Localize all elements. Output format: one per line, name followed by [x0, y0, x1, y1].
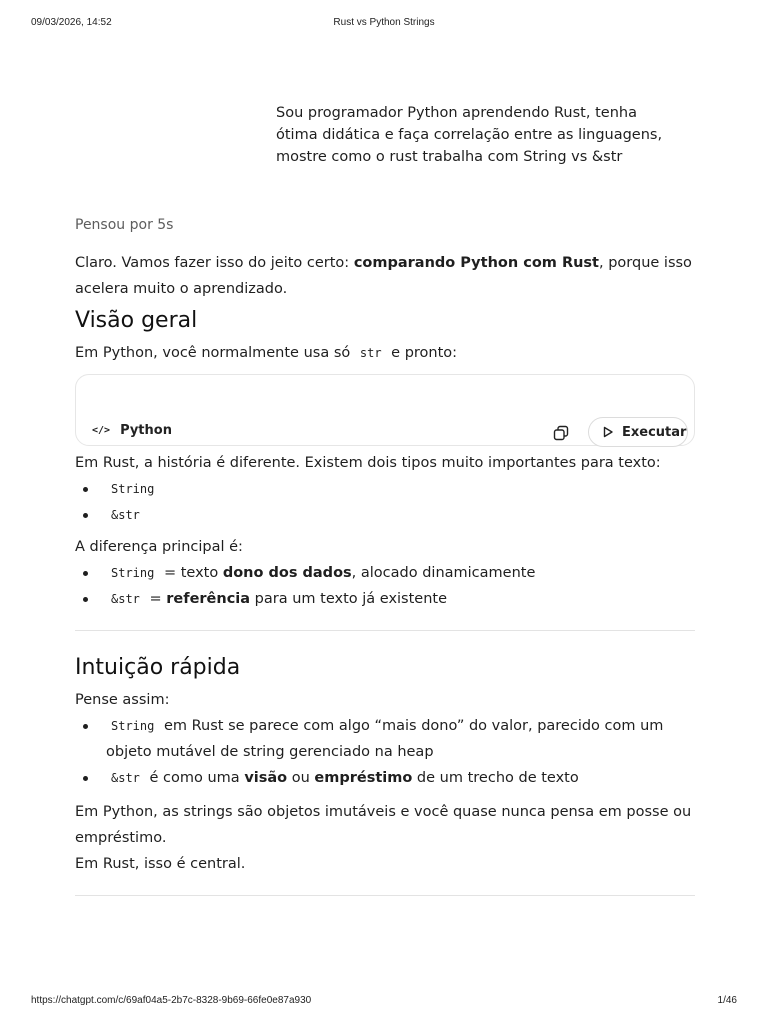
intro-bold: comparando Python com Rust	[353, 255, 599, 271]
assistant-response	[75, 212, 695, 896]
inline-code: str	[359, 346, 382, 360]
run-code-label: Executar	[622, 424, 687, 440]
list-item: &str = referência para um texto já existente	[75, 586, 695, 612]
print-footer	[31, 995, 737, 1009]
print-url: https://chatgpt.com/c/69af04a5-2b7c-8328-9b69-66fe0e87a930	[31, 995, 312, 1006]
section-divider	[75, 895, 695, 896]
thought-duration[interactable]: Pensou por 5s	[75, 217, 174, 233]
section-heading-overview: Visão geral	[75, 308, 198, 333]
list-item: &str é como uma visão ou empréstimo de um trecho de texto	[75, 765, 695, 791]
print-page-number: 1/46	[717, 995, 737, 1006]
python-comparison-paragraph: Em Python, as strings são objetos imutáveis e você quase nunca pensa em posse ou empréstimo. Em Rust, isso é central.	[75, 804, 692, 872]
intuition-paragraph: Pense assim:	[75, 692, 170, 708]
list-item: &str	[75, 502, 695, 528]
print-title: Rust vs Python Strings	[333, 17, 435, 28]
code-icon: </>	[92, 425, 111, 436]
copy-icon[interactable]	[553, 425, 569, 441]
intro-paragraph: Claro. Vamos fazer isso do jeito certo: comparando Python com Rust, porque isso acelera muito o aprendizado.	[75, 255, 692, 297]
code-language-label: Python	[120, 423, 172, 438]
difference-paragraph: A diferença principal é:	[75, 539, 243, 555]
user-message: Sou programador Python aprendendo Rust, tenha ótima didática e faça correlação entre as linguagens, mostre como o rust trabalha com String vs &str	[276, 105, 663, 165]
intuition-list	[75, 713, 695, 791]
list-item: String em Rust se parece com algo “mais dono” do valor, parecido com um objeto mutável de string gerenciado na heap	[75, 713, 695, 765]
section-heading-intuition: Intuição rápida	[75, 655, 241, 680]
list-item: String	[75, 476, 695, 502]
list-item: String = texto dono dos dados, alocado dinamicamente	[75, 560, 695, 586]
code-block	[75, 374, 695, 446]
code-language	[92, 423, 172, 438]
rust-types-paragraph: Em Rust, a história é diferente. Existem dois tipos muito importantes para texto:	[75, 455, 661, 471]
print-header	[31, 17, 737, 31]
difference-list	[75, 560, 695, 612]
section-divider	[75, 630, 695, 631]
run-code-button[interactable]	[588, 417, 688, 447]
rust-types-list	[75, 476, 695, 528]
print-date: 09/03/2026, 14:52	[31, 17, 112, 28]
overview-paragraph: Em Python, você normalmente usa só str e pronto:	[75, 345, 458, 361]
play-icon	[602, 426, 614, 438]
